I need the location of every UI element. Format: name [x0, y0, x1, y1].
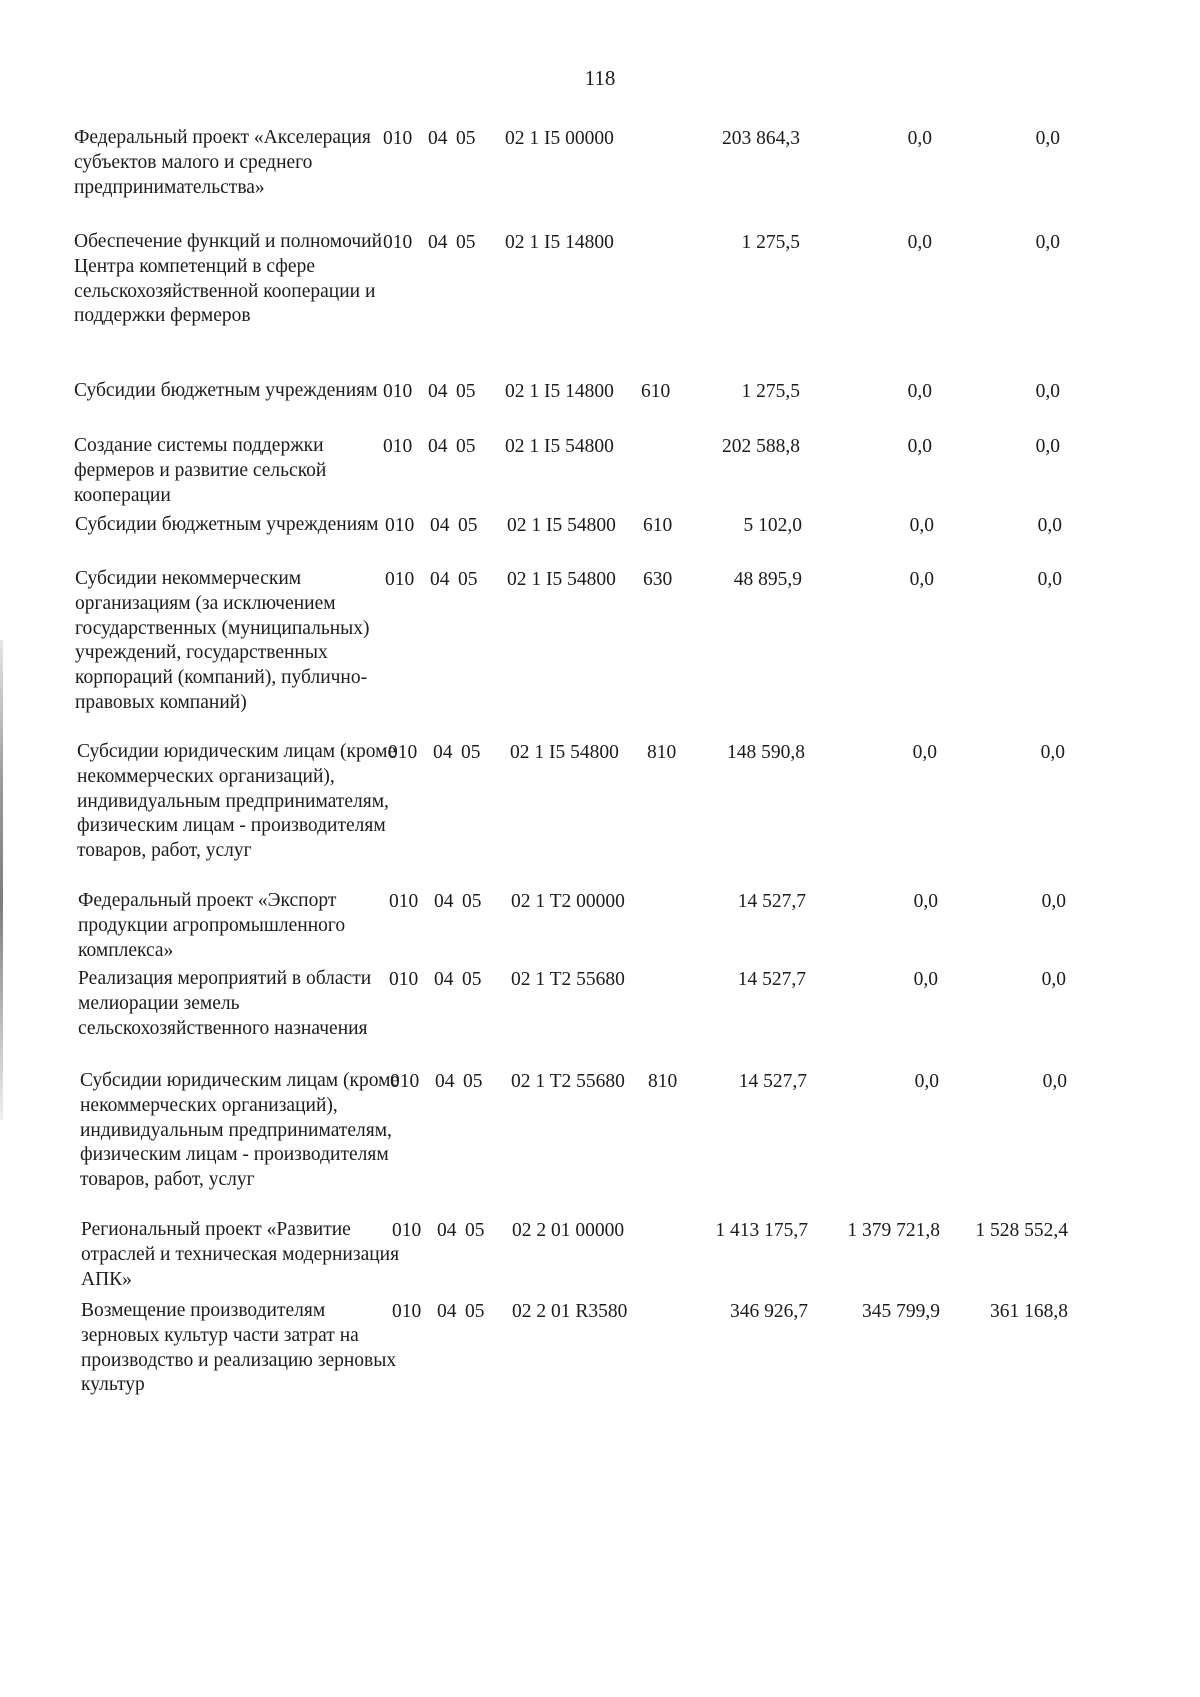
scan-edge-artifact	[0, 640, 3, 1120]
row-name: Региональный проект «Развитие отраслей и техническая модернизация АПК»	[81, 1219, 400, 1290]
amount-year-1: 1 275,5	[741, 381, 800, 402]
amount-year-3: 0,0	[1040, 742, 1065, 763]
amount-year-2: 0,0	[907, 381, 932, 402]
amount-year-2: 0,0	[909, 515, 934, 536]
code-rz: 04	[433, 742, 453, 763]
code-csr: 02 1 I5 54800	[507, 515, 616, 536]
code-rz: 04	[435, 1071, 455, 1092]
code-csr: 02 2 01 00000	[512, 1220, 625, 1241]
amount-year-1: 148 590,8	[727, 742, 805, 763]
code-ved: 010	[389, 969, 419, 990]
code-pr: 05	[461, 742, 481, 763]
code-ved: 010	[383, 232, 413, 253]
code-pr: 05	[458, 515, 478, 536]
code-csr: 02 1 T2 00000	[511, 891, 625, 912]
amount-year-2: 0,0	[913, 969, 938, 990]
amount-year-3: 0,0	[1042, 1071, 1067, 1092]
code-csr: 02 1 I5 54800	[505, 436, 614, 457]
code-pr: 05	[456, 381, 476, 402]
code-ved: 010	[385, 569, 415, 590]
amount-year-1: 203 864,3	[722, 128, 800, 149]
code-rz: 04	[428, 232, 448, 253]
code-csr: 02 1 T2 55680	[511, 1071, 625, 1092]
amount-year-3: 361 168,8	[990, 1301, 1068, 1322]
amount-year-3: 0,0	[1035, 128, 1060, 149]
row-name: Субсидии бюджетным учреждениям	[74, 380, 378, 401]
amount-year-1: 202 588,8	[722, 436, 800, 457]
code-rz: 04	[428, 436, 448, 457]
code-csr: 02 1 I5 14800	[505, 381, 614, 402]
row-name: Субсидии некоммерческим организациям (за исключением государственных (муниципальных) учреждений, государственных корпораций (компаний), публично-правовых компаний)	[75, 568, 370, 713]
row-name: Федеральный проект «Экспорт продукции агропромышленного комплекса»	[78, 890, 346, 961]
code-vr: 630	[643, 569, 673, 590]
code-pr: 05	[456, 232, 476, 253]
row-name: Субсидии бюджетным учреждениям	[75, 514, 379, 535]
amount-year-1: 1 275,5	[741, 232, 800, 253]
amount-year-2: 0,0	[907, 436, 932, 457]
code-csr: 02 1 I5 00000	[505, 128, 614, 149]
code-ved: 010	[392, 1220, 422, 1241]
code-csr: 02 1 I5 54800	[507, 569, 616, 590]
amount-year-3: 1 528 552,4	[975, 1220, 1068, 1241]
code-pr: 05	[465, 1301, 485, 1322]
amount-year-2: 1 379 721,8	[847, 1220, 940, 1241]
row-name: Обеспечение функций и полномочий Центра компетенций в сфере сельскохозяйственной кооперации и поддержки фермеров	[74, 231, 383, 327]
amount-year-1: 48 895,9	[733, 569, 802, 590]
code-ved: 010	[383, 436, 413, 457]
amount-year-2: 0,0	[907, 128, 932, 149]
amount-year-3: 0,0	[1037, 515, 1062, 536]
page-number: 118	[584, 66, 616, 90]
code-ved: 010	[389, 891, 419, 912]
amount-year-1: 346 926,7	[730, 1301, 808, 1322]
amount-year-2: 0,0	[914, 1071, 939, 1092]
code-pr: 05	[462, 969, 482, 990]
code-pr: 05	[463, 1071, 483, 1092]
amount-year-1: 14 527,7	[737, 969, 806, 990]
amount-year-2: 0,0	[909, 569, 934, 590]
row-name: Создание системы поддержки фермеров и развитие сельской кооперации	[74, 435, 327, 506]
code-pr: 05	[465, 1220, 485, 1241]
amount-year-1: 14 527,7	[738, 1071, 807, 1092]
code-rz: 04	[430, 515, 450, 536]
code-csr: 02 1 T2 55680	[511, 969, 625, 990]
amount-year-2: 0,0	[912, 742, 937, 763]
code-pr: 05	[456, 128, 476, 149]
code-vr: 810	[648, 1071, 678, 1092]
code-ved: 010	[390, 1071, 420, 1092]
row-name: Субсидии юридическим лицам (кроме некоммерческих организаций), индивидуальным предпринимателям, физическим лицам - производителям товаров, работ, услуг	[77, 741, 397, 862]
row-name: Субсидии юридическим лицам (кроме некоммерческих организаций), индивидуальным предпринимателям, физическим лицам - производителям товаров, работ, услуг	[80, 1070, 400, 1191]
code-rz: 04	[428, 128, 448, 149]
code-rz: 04	[434, 969, 454, 990]
amount-year-2: 345 799,9	[862, 1301, 940, 1322]
code-ved: 010	[388, 742, 418, 763]
code-vr: 810	[647, 742, 677, 763]
code-ved: 010	[383, 128, 413, 149]
code-pr: 05	[456, 436, 476, 457]
amount-year-3: 0,0	[1035, 381, 1060, 402]
amount-year-1: 14 527,7	[737, 891, 806, 912]
code-rz: 04	[437, 1220, 457, 1241]
code-rz: 04	[428, 381, 448, 402]
amount-year-3: 0,0	[1037, 569, 1062, 590]
amount-year-2: 0,0	[907, 232, 932, 253]
code-rz: 04	[437, 1301, 457, 1322]
amount-year-3: 0,0	[1041, 891, 1066, 912]
code-ved: 010	[392, 1301, 422, 1322]
code-ved: 010	[383, 381, 413, 402]
code-vr: 610	[641, 381, 671, 402]
amount-year-3: 0,0	[1035, 232, 1060, 253]
row-name: Федеральный проект «Акселерация субъектов малого и среднего предпринимательства»	[74, 127, 371, 198]
row-name: Возмещение производителям зерновых культур части затрат на производство и реализацию зерновых культур	[81, 1300, 397, 1396]
code-rz: 04	[434, 891, 454, 912]
code-csr: 02 1 I5 54800	[510, 742, 619, 763]
amount-year-3: 0,0	[1041, 969, 1066, 990]
code-csr: 02 1 I5 14800	[505, 232, 614, 253]
code-pr: 05	[458, 569, 478, 590]
amount-year-1: 5 102,0	[743, 515, 802, 536]
code-pr: 05	[462, 891, 482, 912]
amount-year-2: 0,0	[913, 891, 938, 912]
amount-year-1: 1 413 175,7	[715, 1220, 808, 1241]
code-csr: 02 2 01 R3580	[512, 1301, 628, 1322]
code-vr: 610	[643, 515, 673, 536]
code-rz: 04	[430, 569, 450, 590]
amount-year-3: 0,0	[1035, 436, 1060, 457]
code-ved: 010	[385, 515, 415, 536]
row-name: Реализация мероприятий в области мелиорации земель сельскохозяйственного назначения	[78, 968, 372, 1039]
